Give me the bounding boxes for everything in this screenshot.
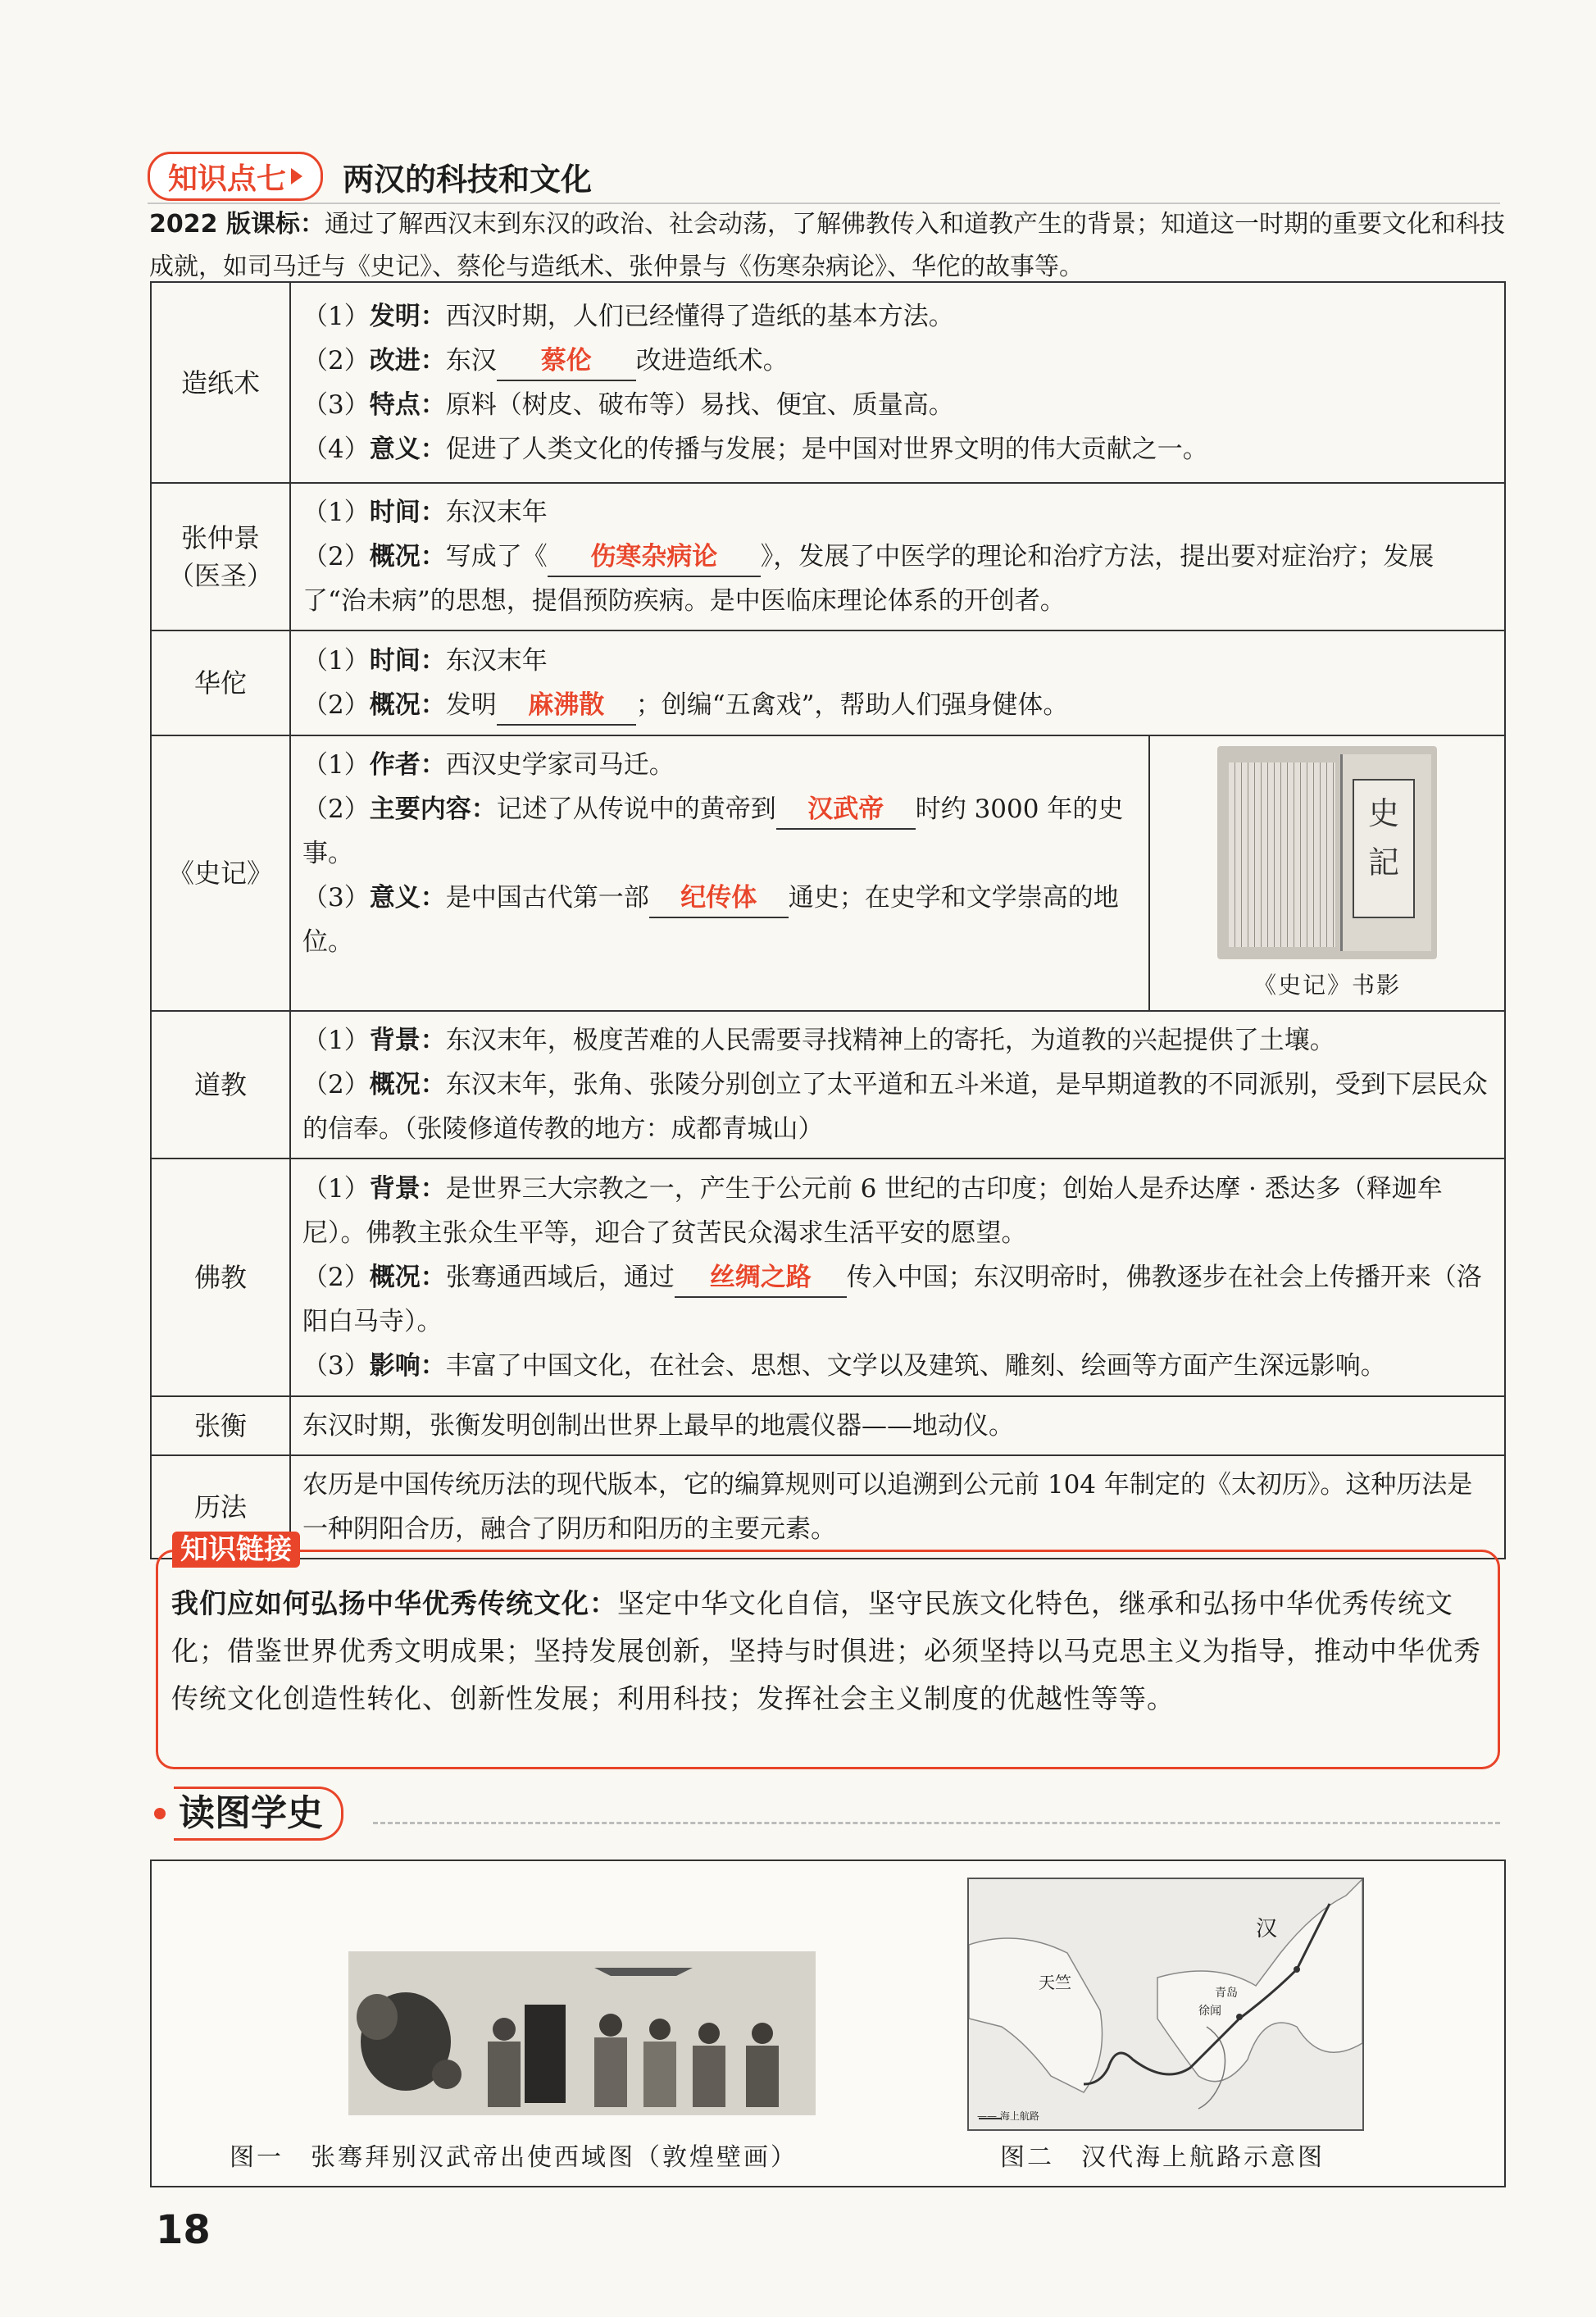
table-row-huatuo: [151, 630, 1505, 735]
map-label-xuwen: 徐闻: [1198, 2005, 1221, 2018]
book-title: 史記: [1353, 779, 1415, 918]
section-title: 两汉的科技和文化: [343, 161, 593, 198]
row-content: （1）背景：是世界三大宗教之一，产生于公元前 6 世纪的古印度；创始人是乔达摩 · 悉达多（释迦牟尼）。佛教主张众生平等，迎合了贫苦民众渴求生活平安的愿望。 （2）概况：张骞通西域后，通过 丝绸之路 传入中国；东汉明帝时，佛教逐步在社会上传播开来（洛阳白马寺）。 （3）影响：丰富了中国文化，在社会、思想、文学以及建筑、雕刻、绘画等方面产生深远影响。: [290, 1158, 1505, 1396]
table-row-lifa: [151, 1455, 1505, 1559]
table-row-shiji: [151, 735, 1505, 1011]
row-content: （1）发明：西汉时期，人们已经懂得了造纸的基本方法。 （2）改进：东汉 蔡伦 改进造纸术。 （3）特点：原料（树皮、破布等）易找、便宜、质量高。 （4）意义：促进了人类文化的传播与发展；是中国对世界文明的伟大贡献之一。: [290, 282, 1505, 483]
page-number: 18: [156, 2207, 211, 2253]
shiji-book-image: [1150, 736, 1504, 1010]
row-label: 张仲景 （医圣）: [151, 483, 290, 630]
triangle-icon: [291, 168, 302, 184]
fill-blank-answer: 蔡伦: [497, 342, 636, 381]
link-question: 我们应如何弘扬中华优秀传统文化：: [171, 1587, 617, 1619]
table-row-paper: [151, 282, 1505, 483]
row-content: （1）作者：西汉史学家司马迁。 （2）主要内容：记述了从传说中的黄帝到 汉武帝 时约 3000 年的史事。 （3）意义：是中国古代第一部 纪传体 通史；在史学和文学崇高的地位。 史記 《史记》书影: [290, 735, 1505, 1011]
map-label-han: 汉: [1256, 1917, 1278, 1941]
map-legend: —— 海上航路: [977, 2110, 1039, 2122]
row-label: 历法: [151, 1455, 290, 1559]
row-label: 张衡: [151, 1396, 290, 1455]
table-row-fojiao: [151, 1158, 1505, 1396]
standard-text: 通过了解西汉末到东汉的政治、社会动荡，了解佛教传入和道教产生的背景；知道这一时期的重要文化和科技成就，如司马迁与《史记》、蔡伦与造纸术、张仲景与《伤寒杂病论》、华佗的故事等。: [149, 210, 1505, 281]
link-answer: 坚定中华文化自信，坚守民族文化特色，继承和弘扬中华优秀传统文化；借鉴世界优秀文明成果；坚持发展创新，坚持与时俱进；必须坚持以马克思主义为指导，推动中华优秀传统文化创造性转化、创新性发展；利用科技；发挥社会主义制度的优越性等等。: [171, 1587, 1481, 1714]
table-row-daojiao: [151, 1011, 1505, 1158]
sea-route-map: [967, 1878, 1364, 2131]
map-label-qingdao: 青岛: [1215, 1987, 1238, 2000]
map-label-tianzhu: 天竺: [1039, 1973, 1071, 1992]
row-content: （1）背景：东汉末年，极度苦难的人民需要寻找精神上的寄托，为道教的兴起提供了土壤。 （2）概况：东汉末年，张角、张陵分别创立了太平道和五斗米道，是早期道教的不同派别，受到下层民众的信奉。（张陵修道传教的地方：成都青城山）: [290, 1011, 1505, 1158]
knowledge-table: [150, 281, 1506, 1559]
section-tag: [148, 152, 323, 201]
fill-blank-answer: 麻沸散: [497, 686, 636, 726]
fill-blank-answer: 纪传体: [649, 879, 789, 918]
book-photo: [1217, 746, 1437, 959]
curriculum-standard: [149, 203, 1506, 289]
section-tag-label: 知识点七: [168, 162, 287, 196]
knowledge-link-box: [156, 1550, 1500, 1769]
read-section-heading: [154, 1785, 343, 1842]
section-heading: [148, 152, 592, 201]
row-content: （1）时间：东汉末年 （2）概况：发明 麻沸散 ；创编“五禽戏”，帮助人们强身健体。: [290, 630, 1505, 735]
fill-blank-answer: 汉武帝: [776, 790, 916, 830]
row-content: 农历是中国传统历法的现代版本，它的编算规则可以追溯到公元前 104 年制定的《太初历》。这种历法是一种阴阳合历，融合了阴历和阳历的主要元素。: [290, 1455, 1505, 1559]
read-section-title: 读图学史: [174, 1787, 343, 1841]
bullet-icon: [154, 1808, 166, 1819]
table-row-zhang-zhongjing: [151, 483, 1505, 630]
row-label: 《史记》: [151, 735, 290, 1011]
mural-painting: [348, 1951, 816, 2115]
row-label: 造纸术: [151, 282, 290, 483]
row-label: 华佗: [151, 630, 290, 735]
knowledge-link-tag: 知识链接: [172, 1532, 300, 1568]
divider: [373, 1822, 1500, 1824]
fill-blank-answer: 丝绸之路: [675, 1259, 847, 1298]
figure2-caption: 图二 汉代海上航路示意图: [1000, 2143, 1325, 2172]
image-caption: 《史记》书影: [1253, 972, 1401, 999]
figure-box: [150, 1860, 1506, 2187]
figure1-caption: 图一 张骞拜别汉武帝出使西域图（敦煌壁画）: [230, 2143, 798, 2172]
row-label: 道教: [151, 1011, 290, 1158]
row-label: 佛教: [151, 1158, 290, 1396]
fill-blank-answer: 伤寒杂病论: [548, 538, 761, 577]
row-content: （1）时间：东汉末年 （2）概况：写成了《 伤寒杂病论 》，发展了中医学的理论和治疗方法，提出要对症治疗；发展了“治未病”的思想，提倡预防疾病。是中医临床理论体系的开创者。: [290, 483, 1505, 630]
table-row-zhangheng: [151, 1396, 1505, 1455]
standard-label: 2022 版课标：: [149, 210, 325, 239]
row-content: 东汉时期，张衡发明创制出世界上最早的地震仪器——地动仪。: [290, 1396, 1505, 1455]
